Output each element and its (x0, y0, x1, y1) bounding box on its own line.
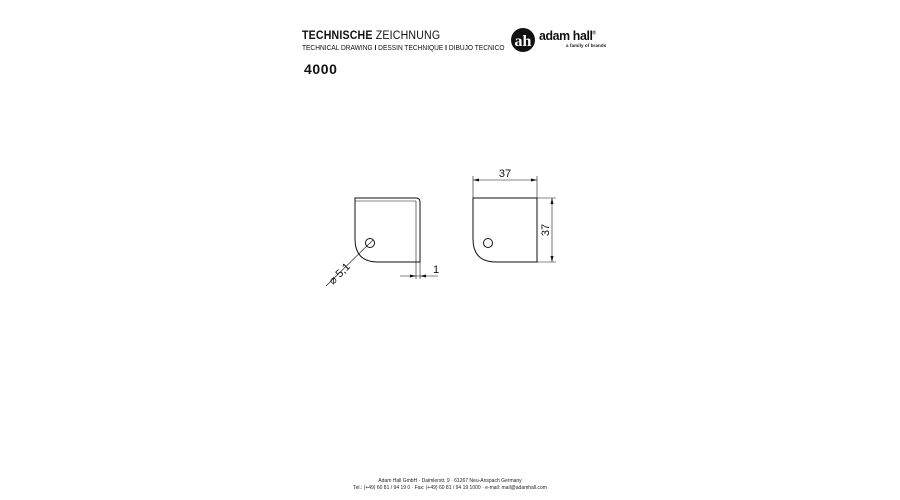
title-bold: TECHNISCHE (302, 30, 373, 42)
height-label: 37 (540, 223, 552, 237)
footer-contact: Tel.: (+49) 60 81 / 94 19 0 · Fax: (+49) 60 81 / 94 19 1000 · e-mail: mail@adamhall.com (353, 485, 547, 491)
front-mounting-hole (484, 239, 493, 248)
thickness-label: 1 (433, 264, 440, 276)
subtitle-en: TECHNICAL DRAWING (302, 43, 373, 52)
title-regular: ZEICHNUNG (372, 30, 441, 42)
subtitle-fr: DESSIN TECHNIQUE (378, 43, 444, 52)
thickness-arrow-left (410, 275, 416, 278)
height-arrow-top (551, 198, 554, 204)
logo-trademark: ® (592, 30, 596, 37)
subtitle-separator: I (445, 43, 448, 52)
front-view-outline (473, 198, 537, 262)
side-view-outline (355, 198, 420, 262)
front-view (473, 176, 556, 262)
hole-diameter-label: ⌀ 5,1 (326, 260, 353, 288)
height-arrow-bottom (551, 256, 554, 262)
part-number: 4000 (304, 61, 338, 77)
subtitle-es: DIBUJO TECNICO (448, 43, 505, 52)
thickness-arrow-right (420, 275, 426, 278)
logo-wordmark: adam hall (539, 28, 593, 43)
subtitle-separator: I (374, 43, 377, 52)
width-arrow-left (473, 179, 479, 182)
logo-mark-text: ah (514, 33, 532, 50)
width-arrow-right (531, 179, 537, 182)
footer-address: Adam Hall GmbH · Daimlerstr. 9 · 61267 Neu-Anspach Germany (378, 478, 522, 484)
logo-tagline: a family of brands (566, 43, 607, 48)
width-label: 37 (498, 168, 512, 180)
